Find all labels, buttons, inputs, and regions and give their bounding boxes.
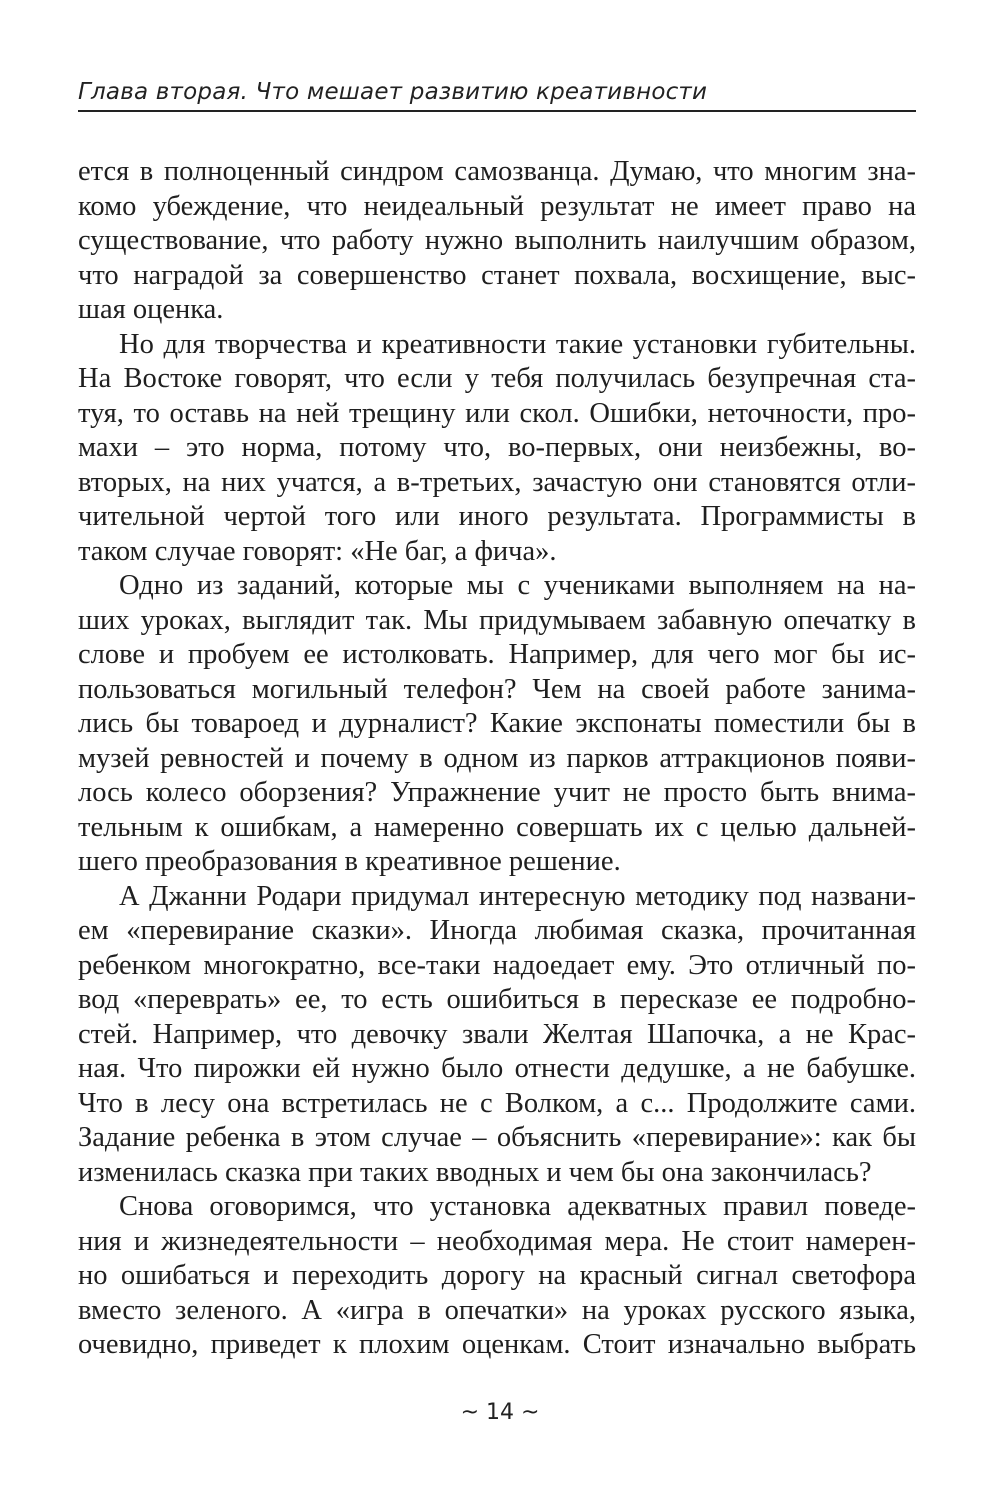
paragraph: [78, 880, 916, 1191]
paragraph: [78, 155, 916, 328]
page-number: ~ 14 ~: [460, 1400, 540, 1425]
text-line: туя, то оставь на ней трещину или скол. Ошибки, неточности, про-: [78, 397, 916, 429]
text-line: таком случае говорят: «Не баг, а фича».: [78, 535, 557, 567]
text-line: Задание ребенка в этом случае – объяснить «перевирание»: как бы: [78, 1122, 916, 1153]
text-line: ших уроках, выглядит так. Мы придумываем забавную опечатку в: [78, 604, 916, 636]
text-line: чительной чертой того или иного результата. Программисты в: [78, 501, 916, 532]
text-line: ребенком многократно, все-таки надоедает ему. Это отличный по-: [78, 949, 916, 981]
text-line: ная. Что пирожки ей нужно было отнести дедушке, а не бабушке.: [78, 1053, 916, 1084]
text-line: шего преобразования в креативное решение.: [78, 846, 621, 877]
text-line: пользоваться могильный телефон? Чем на своей работе занима-: [78, 673, 916, 705]
text-line: ем «перевирание сказки». Иногда любимая сказка, прочитанная: [78, 915, 916, 946]
text-line: шая оценка.: [78, 294, 224, 325]
text-line: ется в полноценный синдром самозванца. Думаю, что многим зна-: [78, 156, 916, 187]
text-line: махи – это норма, потому что, во-первых, они неизбежны, во-: [78, 432, 916, 463]
text-line: На Востоке говорят, что если у тебя получилась безупречная ста-: [78, 363, 916, 394]
text-line: Одно из заданий, которые мы с учениками выполняем на на-: [119, 570, 916, 601]
text-line: тельным к ошибкам, а намеренно совершать их с целью дальней-: [78, 811, 916, 843]
text-line: очевидно, приведет к плохим оценкам. Стоит изначально выбрать: [78, 1329, 916, 1360]
text-line: но ошибаться и переходить дорогу на красный сигнал светофора: [78, 1260, 916, 1291]
text-line: Но для творчества и креативности такие установки губительны.: [119, 328, 916, 360]
text-line: вод «переврать» ее, то есть ошибиться в пересказе ее подробно-: [78, 984, 916, 1015]
text-line: Снова оговоримся, что установка адекватных правил поведе-: [119, 1191, 916, 1222]
paragraph: [78, 328, 916, 570]
text-line: существование, что работу нужно выполнить наилучшим образом,: [78, 225, 916, 256]
text-line: А Джанни Родари придумал интересную методику под названи-: [119, 880, 916, 912]
page-body: [78, 155, 916, 1363]
text-line: комо убеждение, что неидеальный результат не имеет право на: [78, 190, 916, 222]
text-line: что наградой за совершенство станет похвала, восхищение, выс-: [78, 259, 916, 291]
text-line: музей ревностей и почему в одном из парков аттракционов появи-: [78, 742, 916, 774]
text-line: Что в лесу она встретилась не с Волком, а с... Продолжите сами.: [78, 1087, 916, 1119]
running-head: [78, 77, 916, 112]
paragraph: [78, 569, 916, 880]
paragraph: [78, 1190, 916, 1363]
text-line: слове и пробуем ее истолковать. Например, для чего мог бы ис-: [78, 639, 916, 670]
text-line: изменилась сказка при таких вводных и чем бы она закончилась?: [78, 1156, 872, 1188]
text-line: вместо зеленого. А «игра в опечатки» на уроках русского языка,: [78, 1294, 916, 1326]
text-line: лось колесо оборзения? Упражнение учит не просто быть внима-: [78, 777, 916, 808]
text-line: лись бы товароед и дурналист? Какие экспонаты поместили бы в: [78, 708, 916, 739]
text-line: вторых, на них учатся, а в-третьих, зачастую они становятся отли-: [78, 466, 916, 498]
text-line: ния и жизнедеятельности – необходимая мера. Не стоит намерен-: [78, 1225, 916, 1257]
chapter-title: Глава вторая. Что мешает развитию креативности: [78, 79, 708, 105]
text-line: стей. Например, что девочку звали Желтая Шапочка, а не Крас-: [78, 1018, 916, 1050]
